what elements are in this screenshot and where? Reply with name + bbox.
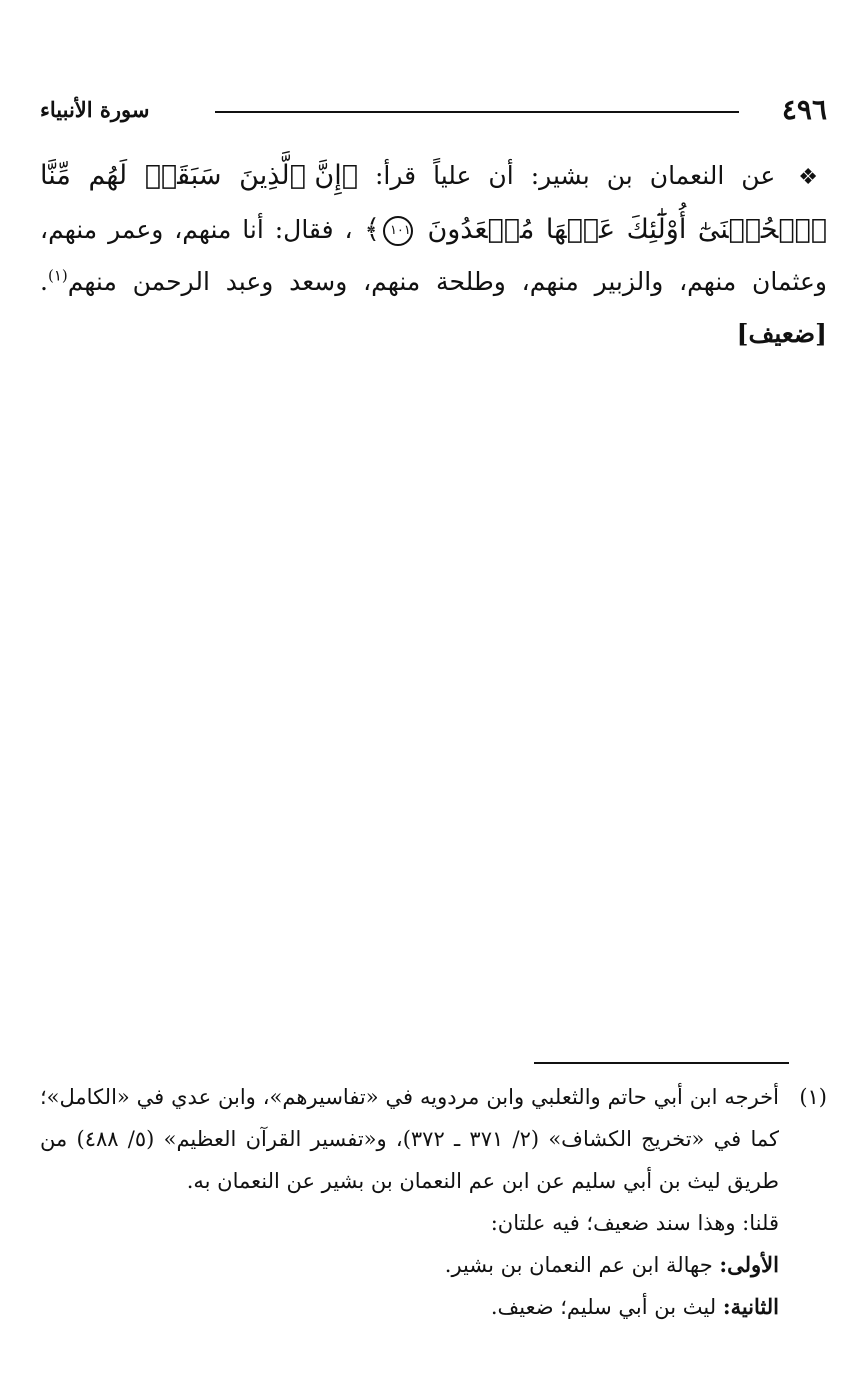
defect-second-label: الثانية: xyxy=(722,1294,779,1319)
verse-number-marker: ١٠١ xyxy=(383,216,413,246)
hadith-grade: [ضعيف] xyxy=(736,319,827,348)
footnote-text: أخرجه ابن أبي حاتم والثعلبي وابن مردويه في «تفاسيرهم»، وابن عدي في «الكامل»؛ كما في «تخريج الكشاف» (٢/ ٣٧١ ـ ٣٧٢)، و«تفسير القرآن العظيم» (٥/ ٤٨٨) من طريق ليث بن أبي سليم عن ابن عم النعمان بن بشير عن النعمان به. xyxy=(40,1085,779,1193)
page-header xyxy=(40,92,827,128)
defect-second-text: ليث بن أبي سليم؛ ضعيف. xyxy=(490,1295,717,1319)
sentence-end: . xyxy=(40,267,48,296)
verse-close-bracket: ﴾ xyxy=(364,214,380,245)
defect-first-text: جهالة ابن عم النعمان بن بشير. xyxy=(444,1253,713,1277)
bullet-ornament-icon: ❖ xyxy=(798,165,828,190)
footnote-reference: (١) xyxy=(47,266,68,285)
hadith-paragraph xyxy=(40,150,827,360)
footnote-comment: قلنا: وهذا سند ضعيف؛ فيه علتان: xyxy=(490,1211,779,1235)
footnote-separator xyxy=(534,1062,789,1064)
hadith-continuation: ، فقال: أنا منهم، وعمر منهم، وعثمان منهم، والزبير منهم، وطلحة منهم، وسعد وعبد الرحمن منهم xyxy=(40,215,827,296)
running-title: سورة الأنبياء xyxy=(40,97,150,122)
hadith-intro: عن النعمان بن بشير: أن علياً قرأ: xyxy=(374,161,776,190)
verse-open-bracket: ﴿ xyxy=(341,160,358,191)
footnotes-section xyxy=(40,1076,827,1328)
footnote-defect-second xyxy=(40,1286,827,1328)
header-divider xyxy=(215,111,739,113)
footnote-item xyxy=(40,1076,827,1202)
footnote-defect-first xyxy=(40,1244,827,1286)
footnote-number: (١) xyxy=(799,1085,827,1109)
defect-first-label: الأولى: xyxy=(719,1252,779,1277)
verse-text: إِنَّ ٱلَّذِينَ سَبَقَتۡ لَهُم مِّنَّا ٱلۡحُسۡنَىٰٓ أُوْلَٰٓئِكَ عَنۡهَا مُبۡعَدُونَ xyxy=(40,160,827,245)
page-number: ٤٩٦ xyxy=(781,93,827,126)
